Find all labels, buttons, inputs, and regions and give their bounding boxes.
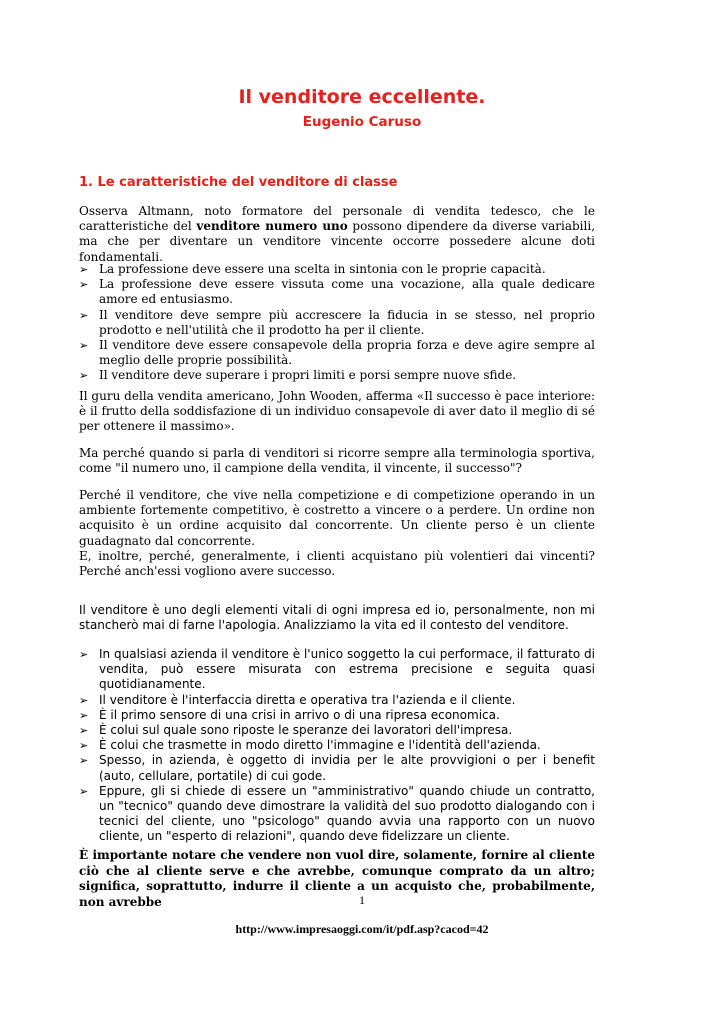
bullet-arrow-icon: ➢ xyxy=(79,754,89,768)
list-item: ➢ Spesso, in azienda, è oggetto di invidia per le alte provvigioni o per i benefit (auto, cellulare, portatile) di cui gode. xyxy=(79,753,595,783)
footer-url-link[interactable]: http://www.impresaoggi.com/it/pdf.asp?cacod=42 xyxy=(235,922,489,936)
vital-elements-paragraph: Il venditore è uno degli elementi vitali di ogni impresa ed io, personalmente, non mi stancherò mai di farne l'apologia. Analizziamo la vita ed il contesto del venditore. xyxy=(79,603,595,633)
bullet-arrow-icon: ➢ xyxy=(79,784,89,798)
seller-context-list xyxy=(79,647,595,845)
intro-text-before: Osserva Altmann, noto formatore del personale di vendita tedesco, che le caratteristiche del xyxy=(79,204,595,234)
page-number: 1 xyxy=(359,893,365,907)
wooden-paragraph: Il guru della vendita americano, John Wooden, afferma «Il successo è pace interiore: è il frutto della soddisfazione di un individuo consapevole di aver dato il meglio di sé per ottenere il massimo». xyxy=(79,389,595,434)
bullet-arrow-icon: ➢ xyxy=(79,278,89,292)
list-item: ➢ Il venditore è l'interfaccia diretta e operativa tra l'azienda e il cliente. xyxy=(79,692,516,707)
list-item: ➢ Eppure, gli si chiede di essere un "amministrativo" quando chiude un contratto, un "tecnico" quando deve dimostrare la validità del suo prodotto dialogando con i tecnici del cliente, uno "psicologo" quando avvia una rapporto con un nuovo cliente, un "esperto di relazioni", quando deve fidelizzare un cliente. xyxy=(79,783,595,844)
bullet-arrow-icon: ➢ xyxy=(79,339,89,353)
bullet-arrow-icon: ➢ xyxy=(79,263,89,276)
list-item: ➢ Il venditore deve superare i propri limiti e porsi sempre nuove sfide. xyxy=(79,368,517,383)
list-item: ➢ È colui sul quale sono riposte le speranze dei lavoratori dell'impresa. xyxy=(79,723,513,738)
bullet-arrow-icon: ➢ xyxy=(79,308,89,322)
list-item: ➢ Il venditore deve sempre più accrescere la fiducia in se stesso, nel proprio prodotto e nell'utilità che il prodotto ha per il cliente. xyxy=(79,307,595,337)
bullet-arrow-icon: ➢ xyxy=(79,724,89,738)
bullet-arrow-icon: ➢ xyxy=(79,739,89,753)
sport-paragraph: Ma perché quando si parla di venditori si ricorre sempre alla terminologia sportiva, come "il numero uno, il campione della vendita, il vincente, il successo"? xyxy=(79,446,595,476)
intro-text-after: possono dipendere da diverse variabili, ma che per diventare un venditore vincente occorre possedere alcune doti fondamentali. xyxy=(79,219,596,264)
document-author: Eugenio Caruso xyxy=(302,114,422,130)
bullet-arrow-icon: ➢ xyxy=(79,369,89,383)
list-item: ➢ La professione deve essere vissuta come una vocazione, alla quale dedicare amore ed entusiasmo. xyxy=(79,277,595,307)
intro-paragraph xyxy=(79,204,595,265)
list-item: ➢ In qualsiasi azienda il venditore è l'unico soggetto la cui performace, il fatturato di vendita, può essere misurata con estrema precisione e seguita quasi quotidianamente. xyxy=(79,647,595,692)
list-item: ➢ La professione deve essere una scelta in sintonia con le proprie capacità. xyxy=(79,262,546,276)
document-title: Il venditore eccellente. xyxy=(238,86,486,108)
intro-text-bold: venditore numero uno xyxy=(196,219,348,234)
competition-paragraph: Perché il venditore, che vive nella competizione e di competizione operando in un ambiente fortemente competitivo, è costretto a vincere o a perdere. Un ordine non acquisito è un ordine acquisito dal concorrente. Un cliente perso è un cliente guadagnato dal concorrente. E, inoltre, perché, generalmente, i clienti acquistano più volentieri dai vincenti? Perché anch'essi vogliono avere successo. xyxy=(79,488,595,579)
list-item: ➢ È il primo sensore di una crisi in arrivo o di una ripresa economica. xyxy=(79,707,500,722)
section-heading: 1. Le caratteristiche del venditore di classe xyxy=(79,175,398,190)
list-item: ➢ Il venditore deve essere consapevole della propria forza e deve agire sempre al meglio delle proprie possibilità. xyxy=(79,338,595,368)
list-item: ➢ È colui che trasmette in modo diretto l'immagine e l'identità dell'azienda. xyxy=(79,738,541,753)
bullet-arrow-icon: ➢ xyxy=(79,648,89,661)
bullet-arrow-icon: ➢ xyxy=(79,708,89,722)
qualities-list xyxy=(79,262,595,384)
important-note-paragraph: È importante notare che vendere non vuol dire, solamente, fornire al cliente ciò che al cliente serve e che avrebbe, comunque comprato da un altro; significa, soprattutto, indurre il cliente a un acquisto che, probabilmente, non avrebbe xyxy=(79,848,595,909)
bullet-arrow-icon: ➢ xyxy=(79,693,89,707)
